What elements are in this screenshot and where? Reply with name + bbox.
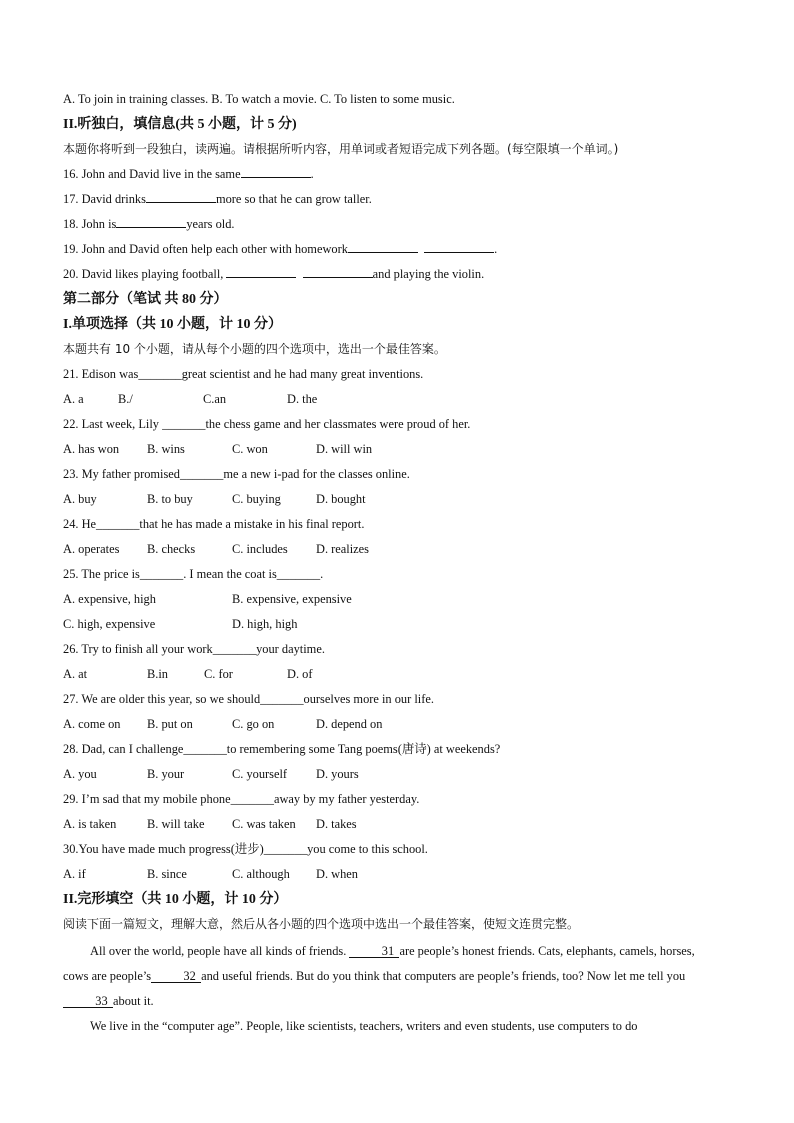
- question-text-end: and playing the violin.: [372, 267, 485, 281]
- section-instructions-listening: 本题你将听到一段独白，读两遍。请根据所听内容，用单词或者短语完成下列各题。(每空限填一个单词。): [63, 142, 619, 156]
- option-b[interactable]: B. checks: [147, 542, 196, 556]
- mc-question-25: 25. The price is_______. I mean the coat is_______.: [63, 567, 324, 581]
- answer-blank[interactable]: [424, 239, 494, 253]
- mc-options-27: [63, 714, 723, 739]
- answer-blank[interactable]: [116, 214, 186, 228]
- section-title-multiple-choice: I.单项选择（共 10 小题，计 10 分）: [63, 317, 282, 332]
- option-b[interactable]: B.in: [147, 667, 168, 681]
- mc-question-29: 29. I’m sad that my mobile phone_______away by my father yesterday.: [63, 792, 420, 806]
- mc-options-25-cd: [63, 614, 723, 639]
- option-c[interactable]: C. yourself: [232, 767, 288, 781]
- option-a[interactable]: A. is taken: [63, 817, 117, 831]
- option-a[interactable]: A. expensive, high: [63, 592, 156, 606]
- question-text-end: .: [310, 167, 314, 181]
- option-b[interactable]: B. to buy: [147, 492, 193, 506]
- cloze-text: and useful friends. But do you think that computers are people’s friends, too? Now let me tell you: [201, 969, 686, 983]
- option-a[interactable]: A. come on: [63, 717, 121, 731]
- question-text: 18. John is: [63, 217, 117, 231]
- option-b[interactable]: B. expensive, expensive: [232, 592, 352, 606]
- exam-page: [63, 89, 723, 1039]
- answer-blank[interactable]: [348, 239, 418, 253]
- section-instructions-multiple-choice: 本题共有 10 个小题，请从每个小题的四个选项中，选出一个最佳答案。: [63, 342, 446, 356]
- option-b[interactable]: B. put on: [147, 717, 193, 731]
- cloze-blank-33[interactable]: 33: [63, 994, 113, 1008]
- mc-options-30: [63, 864, 723, 889]
- option-d[interactable]: D. yours: [316, 767, 359, 781]
- option-d[interactable]: D. the: [287, 392, 318, 406]
- q15-options: A. To join in training classes. B. To watch a movie. C. To listen to some music.: [63, 92, 455, 106]
- option-a[interactable]: A. has won: [63, 442, 120, 456]
- question-text: 17. David drinks: [63, 192, 146, 206]
- option-a[interactable]: A. you: [63, 767, 97, 781]
- mc-question-21: 21. Edison was_______great scientist and he had many great inventions.: [63, 367, 424, 381]
- cloze-blank-32[interactable]: 32: [151, 969, 201, 983]
- mc-options-24: [63, 539, 723, 564]
- option-c[interactable]: C. won: [232, 442, 268, 456]
- option-d[interactable]: D. realizes: [316, 542, 369, 556]
- answer-blank[interactable]: [146, 189, 216, 203]
- answer-blank[interactable]: [303, 264, 373, 278]
- section-title-listening: II.听独白，填信息(共 5 小题，计 5 分): [63, 117, 297, 132]
- cloze-text: All over the world, people have all kinds of friends.: [90, 944, 350, 958]
- option-c[interactable]: C. high, expensive: [63, 617, 156, 631]
- mc-options-26: [63, 664, 723, 689]
- option-a[interactable]: A. operates: [63, 542, 120, 556]
- question-text-end: .: [494, 242, 498, 256]
- fill-question-19: [63, 239, 723, 264]
- option-b[interactable]: B. will take: [147, 817, 205, 831]
- question-text: 20. David likes playing football,: [63, 267, 227, 281]
- section-instructions-cloze: 阅读下面一篇短文，理解大意，然后从各小题的四个选项中选出一个最佳答案，使短文连贯完整。: [63, 917, 580, 931]
- answer-blank[interactable]: [226, 264, 296, 278]
- mc-options-28: [63, 764, 723, 789]
- option-b[interactable]: B. wins: [147, 442, 185, 456]
- option-a[interactable]: A. at: [63, 667, 88, 681]
- mc-options-25-ab: [63, 589, 723, 614]
- cloze-text: about it.: [113, 994, 154, 1008]
- part-title-written: 第二部分（笔试 共 80 分）: [63, 292, 228, 307]
- mc-question-24: 24. He_______that he has made a mistake in his final report.: [63, 517, 365, 531]
- mc-question-27: 27. We are older this year, so we should_______ourselves more in our life.: [63, 692, 434, 706]
- cloze-text: are people’s honest friends. Cats, elephants, camels, horses, cows are people’s: [63, 944, 695, 983]
- answer-blank[interactable]: [241, 164, 311, 178]
- option-c[interactable]: C. although: [232, 867, 290, 881]
- option-c[interactable]: C. includes: [232, 542, 288, 556]
- option-c[interactable]: C. for: [204, 667, 233, 681]
- mc-options-29: [63, 814, 723, 839]
- option-c[interactable]: C. buying: [232, 492, 281, 506]
- question-text: 16. John and David live in the same: [63, 167, 241, 181]
- option-b[interactable]: B. your: [147, 767, 185, 781]
- fill-question-18: [63, 214, 723, 239]
- mc-question-28: 28. Dad, can I challenge_______to remembering some Tang poems(唐诗) at weekends?: [63, 742, 501, 756]
- cloze-paragraph-1: [63, 939, 723, 1014]
- option-d[interactable]: D. bought: [316, 492, 366, 506]
- question-text-end: years old.: [186, 217, 235, 231]
- option-d[interactable]: D. of: [287, 667, 313, 681]
- option-b[interactable]: B. since: [147, 867, 187, 881]
- fill-question-16: [63, 164, 723, 189]
- option-c[interactable]: C. go on: [232, 717, 275, 731]
- section-title-cloze: II.完形填空（共 10 小题，计 10 分）: [63, 892, 288, 907]
- mc-question-22: 22. Last week, Lily _______the chess game and her classmates were proud of her.: [63, 417, 471, 431]
- option-a[interactable]: A. buy: [63, 492, 97, 506]
- mc-question-30: 30.You have made much progress(进步)_______you come to this school.: [63, 842, 428, 856]
- option-c[interactable]: C.an: [203, 392, 227, 406]
- fill-question-17: [63, 189, 723, 214]
- option-b[interactable]: B./: [118, 392, 133, 406]
- mc-question-26: 26. Try to finish all your work_______your daytime.: [63, 642, 325, 656]
- mc-question-23: 23. My father promised_______me a new i-pad for the classes online.: [63, 467, 410, 481]
- mc-options-23: [63, 489, 723, 514]
- fill-question-20: [63, 264, 723, 289]
- option-d[interactable]: D. will win: [316, 442, 373, 456]
- mc-options-22: [63, 439, 723, 464]
- option-d[interactable]: D. takes: [316, 817, 357, 831]
- option-d[interactable]: D. high, high: [232, 617, 298, 631]
- mc-options-21: [63, 389, 723, 414]
- cloze-blank-31[interactable]: 31: [349, 944, 399, 958]
- cloze-paragraph-2: We live in the “computer age”. People, like scientists, teachers, writers and even students, use computers to do: [90, 1019, 638, 1033]
- option-d[interactable]: D. depend on: [316, 717, 383, 731]
- option-a[interactable]: A. if: [63, 867, 86, 881]
- option-c[interactable]: C. was taken: [232, 817, 296, 831]
- option-a[interactable]: A. a: [63, 392, 84, 406]
- question-text-end: more so that he can grow taller.: [215, 192, 372, 206]
- question-text: 19. John and David often help each other with homework: [63, 242, 348, 256]
- option-d[interactable]: D. when: [316, 867, 358, 881]
